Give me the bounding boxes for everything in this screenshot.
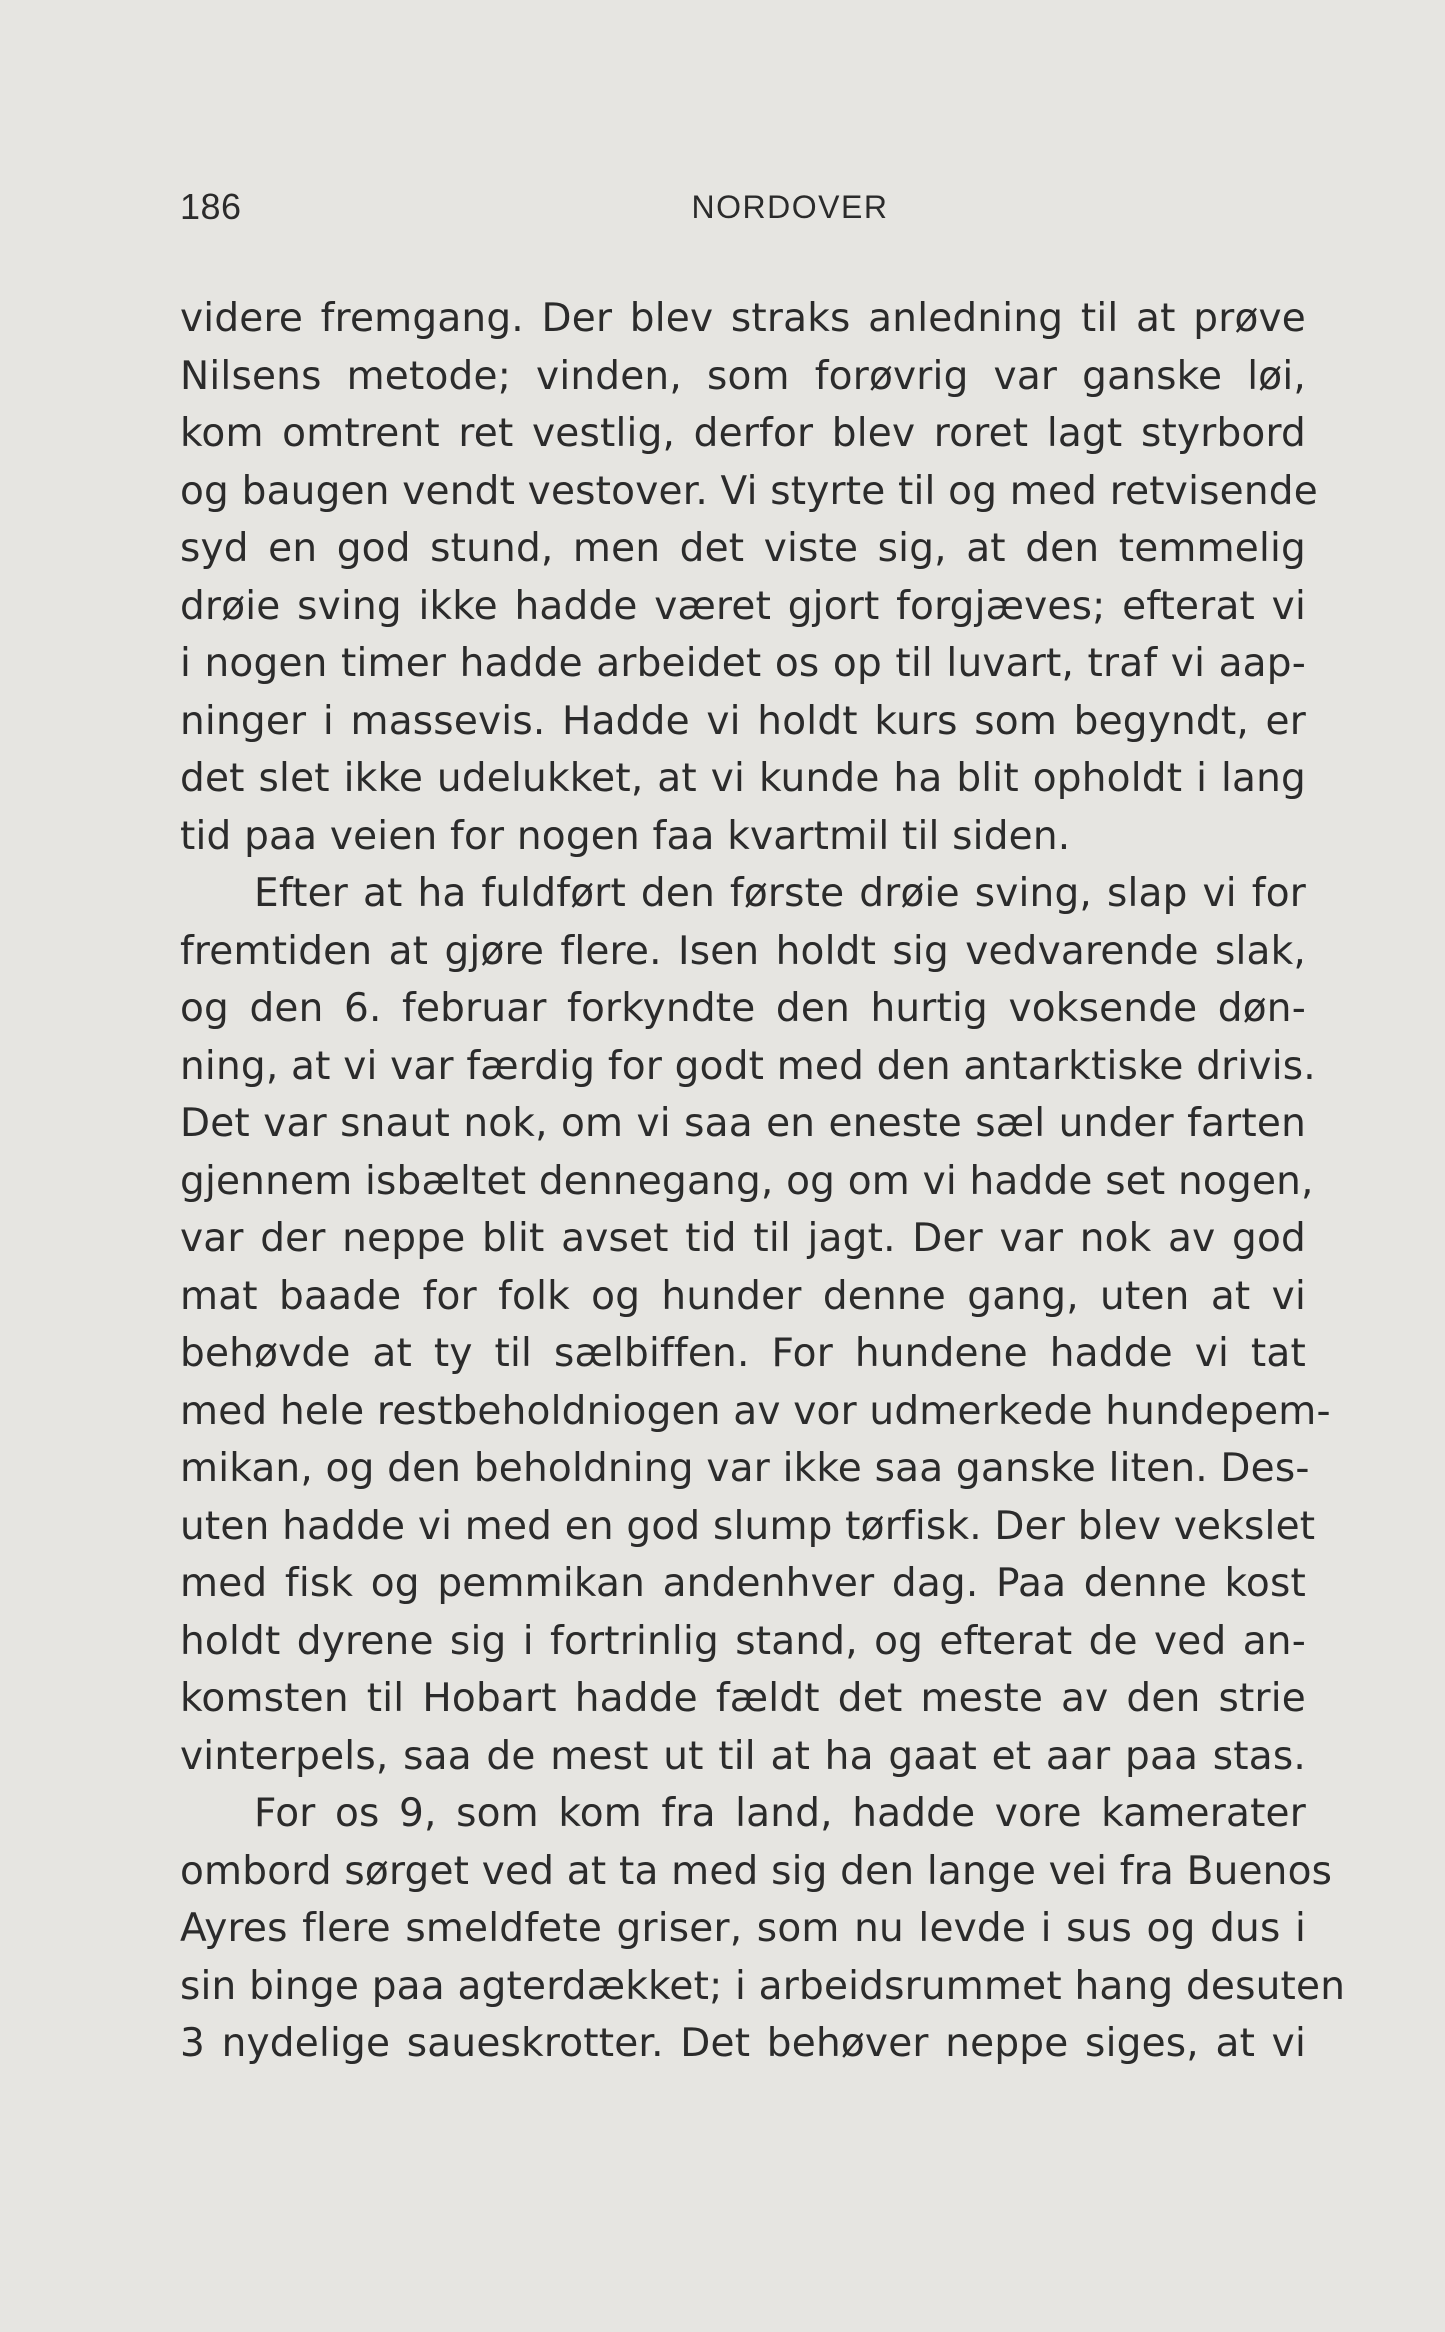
text-line: ombord sørget ved at ta med sig den lange vei fra Buenos: [180, 1848, 1333, 1894]
text-line: gjennem isbæltet dennegang, og om vi hadde set nogen,: [180, 1158, 1314, 1204]
text-line: mat baade for folk og hunder denne gang, uten at vi: [180, 1273, 1306, 1319]
text-line: holdt dyrene sig i fortrinlig stand, og efterat de ved an-: [180, 1618, 1306, 1664]
text-line: For os 9, som kom fra land, hadde vore kamerater: [254, 1791, 1306, 1836]
text-line: Efter at ha fuldført den første drøie sving, slap vi for: [254, 871, 1306, 916]
text-line: med hele restbeholdniogen av vor udmerkede hundepem-: [180, 1388, 1331, 1434]
text-line: tid paa veien for nogen faa kvartmil til siden.: [180, 813, 1071, 859]
text-line: uten hadde vi med en god slump tørfisk. Der blev vekslet: [180, 1503, 1316, 1549]
text-line: med fisk og pemmikan andenhver dag. Paa denne kost: [180, 1561, 1306, 1606]
text-line: var der neppe blit avset tid til jagt. Der var nok av god: [180, 1216, 1306, 1261]
page-header: [180, 182, 1310, 232]
running-head: NORDOVER: [691, 189, 889, 225]
text-line: Nilsens metode; vinden, som forøvrig var ganske løi,: [180, 353, 1306, 399]
text-line: det slet ikke udelukket, at vi kunde ha blit opholdt i lang: [180, 756, 1306, 801]
text-line: kom omtrent ret vestlig, derfor blev roret lagt styrbord: [180, 411, 1306, 456]
text-line: videre fremgang. Der blev straks anledning til at prøve: [180, 296, 1306, 341]
body-text: [180, 290, 1346, 2073]
text-line: sin binge paa agterdækket; i arbeidsrummet hang desuten: [180, 1963, 1346, 2009]
text-line: vinterpels, saa de mest ut til at ha gaat et aar paa stas.: [180, 1733, 1306, 1779]
text-line: ninger i massevis. Hadde vi holdt kurs som begyndt, er: [180, 698, 1306, 744]
text-line: behøvde at ty til sælbiffen. For hundene hadde vi tat: [180, 1331, 1306, 1376]
text-line: og baugen vendt vestover. Vi styrte til og med retvisende: [180, 468, 1318, 514]
text-line: Det var snaut nok, om vi saa en eneste sæl under farten: [180, 1101, 1306, 1146]
text-line: drøie sving ikke hadde været gjort forgjæves; efterat vi: [180, 583, 1306, 629]
text-line: og den 6. februar forkyndte den hurtig voksende døn-: [180, 986, 1306, 1031]
text-line: 3 nydelige saueskrotter. Det behøver neppe siges, at vi: [180, 2021, 1306, 2066]
page-number: 186: [180, 186, 242, 227]
text-line: fremtiden at gjøre flere. Isen holdt sig vedvarende slak,: [180, 928, 1306, 974]
text-line: mikan, og den beholdning var ikke saa ganske liten. Des-: [180, 1446, 1310, 1491]
text-line: syd en god stund, men det viste sig, at den temmelig: [180, 526, 1306, 571]
text-line: ning, at vi var færdig for godt med den antarktiske drivis.: [180, 1043, 1316, 1089]
text-line: Ayres flere smeldfete griser, som nu levde i sus og dus i: [180, 1906, 1306, 1951]
text-line: i nogen timer hadde arbeidet os op til luvart, traf vi aap-: [180, 641, 1306, 686]
text-line: komsten til Hobart hadde fældt det meste av den strie: [180, 1676, 1306, 1721]
